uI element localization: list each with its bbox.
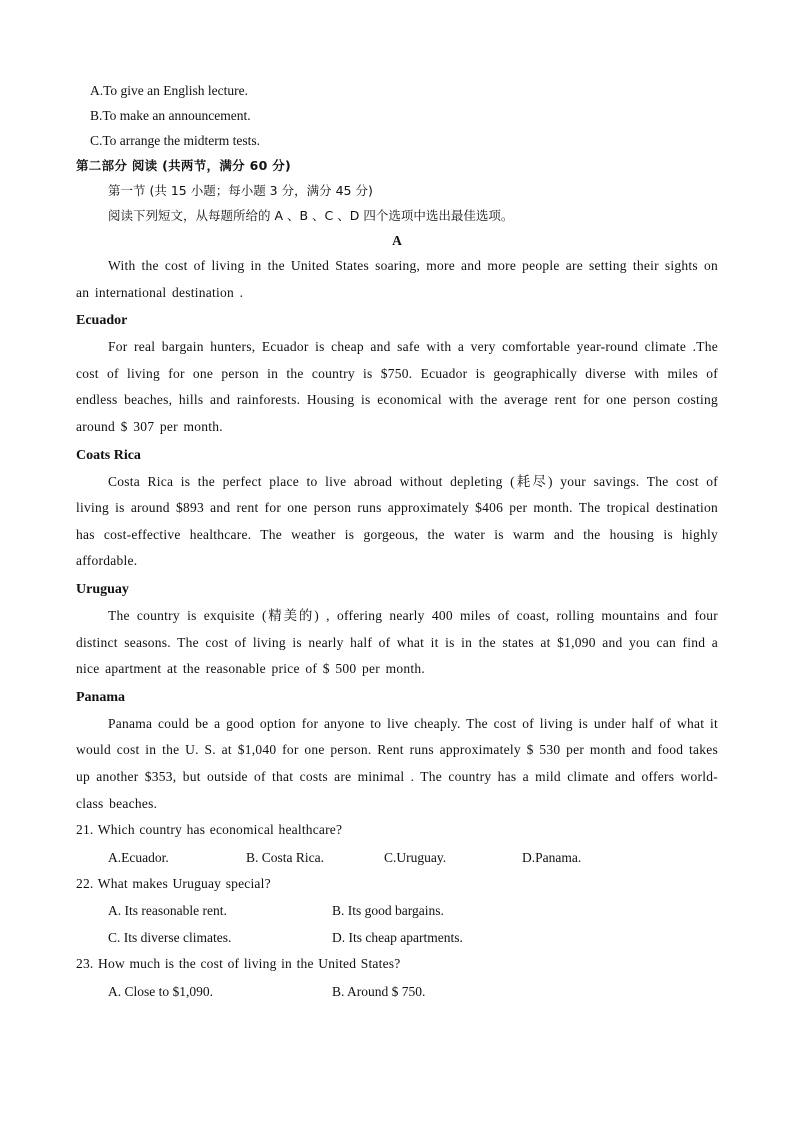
question-23-option-a: A. Close to $1,090. — [108, 983, 214, 999]
country-paragraph-uruguay: The country is exquisite (精美的) , offering nearly 400 miles of coast, rolling mountains and four distinct seasons. The cost of living is nearly half of what it is in the states at $1,090 and you can find a nice apartment at the reasonable price of $ 500 per month. — [76, 607, 718, 677]
question-21-option-a: A.Ecuador. — [108, 849, 169, 865]
intro-option-c: C.To arrange the midterm tests. — [90, 133, 261, 148]
country-heading-uruguay: Uruguay — [76, 581, 129, 597]
question-23-options — [76, 978, 718, 1005]
intro-option-a: A.To give an English lecture. — [90, 83, 249, 98]
country-paragraph-ecuador: For real bargain hunters, Ecuador is cheap and safe with a very comfortable year-round climate .The cost of living for one person in the country is $750. Ecuador is geographically diverse with miles of endless beaches, hills and rainforests. Housing is economical with the average rent for one person costing around $ 307 per month. — [76, 339, 718, 434]
question-21-option-c: C.Uruguay. — [384, 849, 447, 865]
question-22-option-c: C. Its diverse climates. — [108, 930, 232, 946]
question-22-option-d: D. Its cheap apartments. — [332, 930, 463, 946]
question-23: 23. How much is the cost of living in the United States? — [76, 956, 401, 972]
intro-option-b: B.To make an announcement. — [90, 108, 251, 123]
section-title: 第二部分 阅读 (共两节，满分 60 分) — [76, 158, 292, 173]
question-22-option-b: B. Its good bargains. — [332, 903, 444, 919]
instruction: 阅读下列短文，从每题所给的 A 、B 、C 、D 四个选项中选出最佳选项。 — [108, 208, 514, 223]
country-heading-ecuador: Ecuador — [76, 313, 128, 329]
country-paragraph-panama: Panama could be a good option for anyone to live cheaply. The cost of living is under half of what it would cost in the U. S. at $1,040 for one person. Rent runs approximately $ 530 per month and food takes up another $353, but outside of that costs are minimal . The country has a mild climate and offers world-class beaches. — [76, 715, 718, 811]
exam-page — [76, 78, 718, 1005]
question-22: 22. What makes Uruguay special? — [76, 875, 271, 891]
question-21-options — [76, 844, 718, 871]
question-22-option-a: A. Its reasonable rent. — [108, 903, 227, 919]
question-21-option-d: D.Panama. — [522, 849, 582, 865]
question-21-option-b: B. Costa Rica. — [246, 849, 324, 865]
question-21: 21. Which country has economical healthcare? — [76, 822, 343, 838]
country-heading-costa-rica: Coats Rica — [76, 447, 141, 463]
subsection-title: 第一节 (共 15 小题；每小题 3 分，满分 45 分) — [108, 183, 373, 198]
country-paragraph-costa-rica: Costa Rica is the perfect place to live abroad without depleting (耗尽) your savings. The cost of living is around $893 and rent for one person runs approximately $406 per month. The tropical destination has cost-effective healthcare. The weather is gorgeous, the water is warm and the housing is highly affordable. — [76, 473, 718, 569]
passage-label: A — [392, 233, 402, 248]
passage-intro: With the cost of living in the United States soaring, more and more people are setting their sights on an international destination . — [76, 258, 718, 300]
country-heading-panama: Panama — [76, 689, 125, 705]
question-23-option-b: B. Around $ 750. — [332, 983, 426, 999]
question-22-options-row2 — [76, 924, 718, 951]
question-22-options-row1 — [76, 897, 718, 924]
